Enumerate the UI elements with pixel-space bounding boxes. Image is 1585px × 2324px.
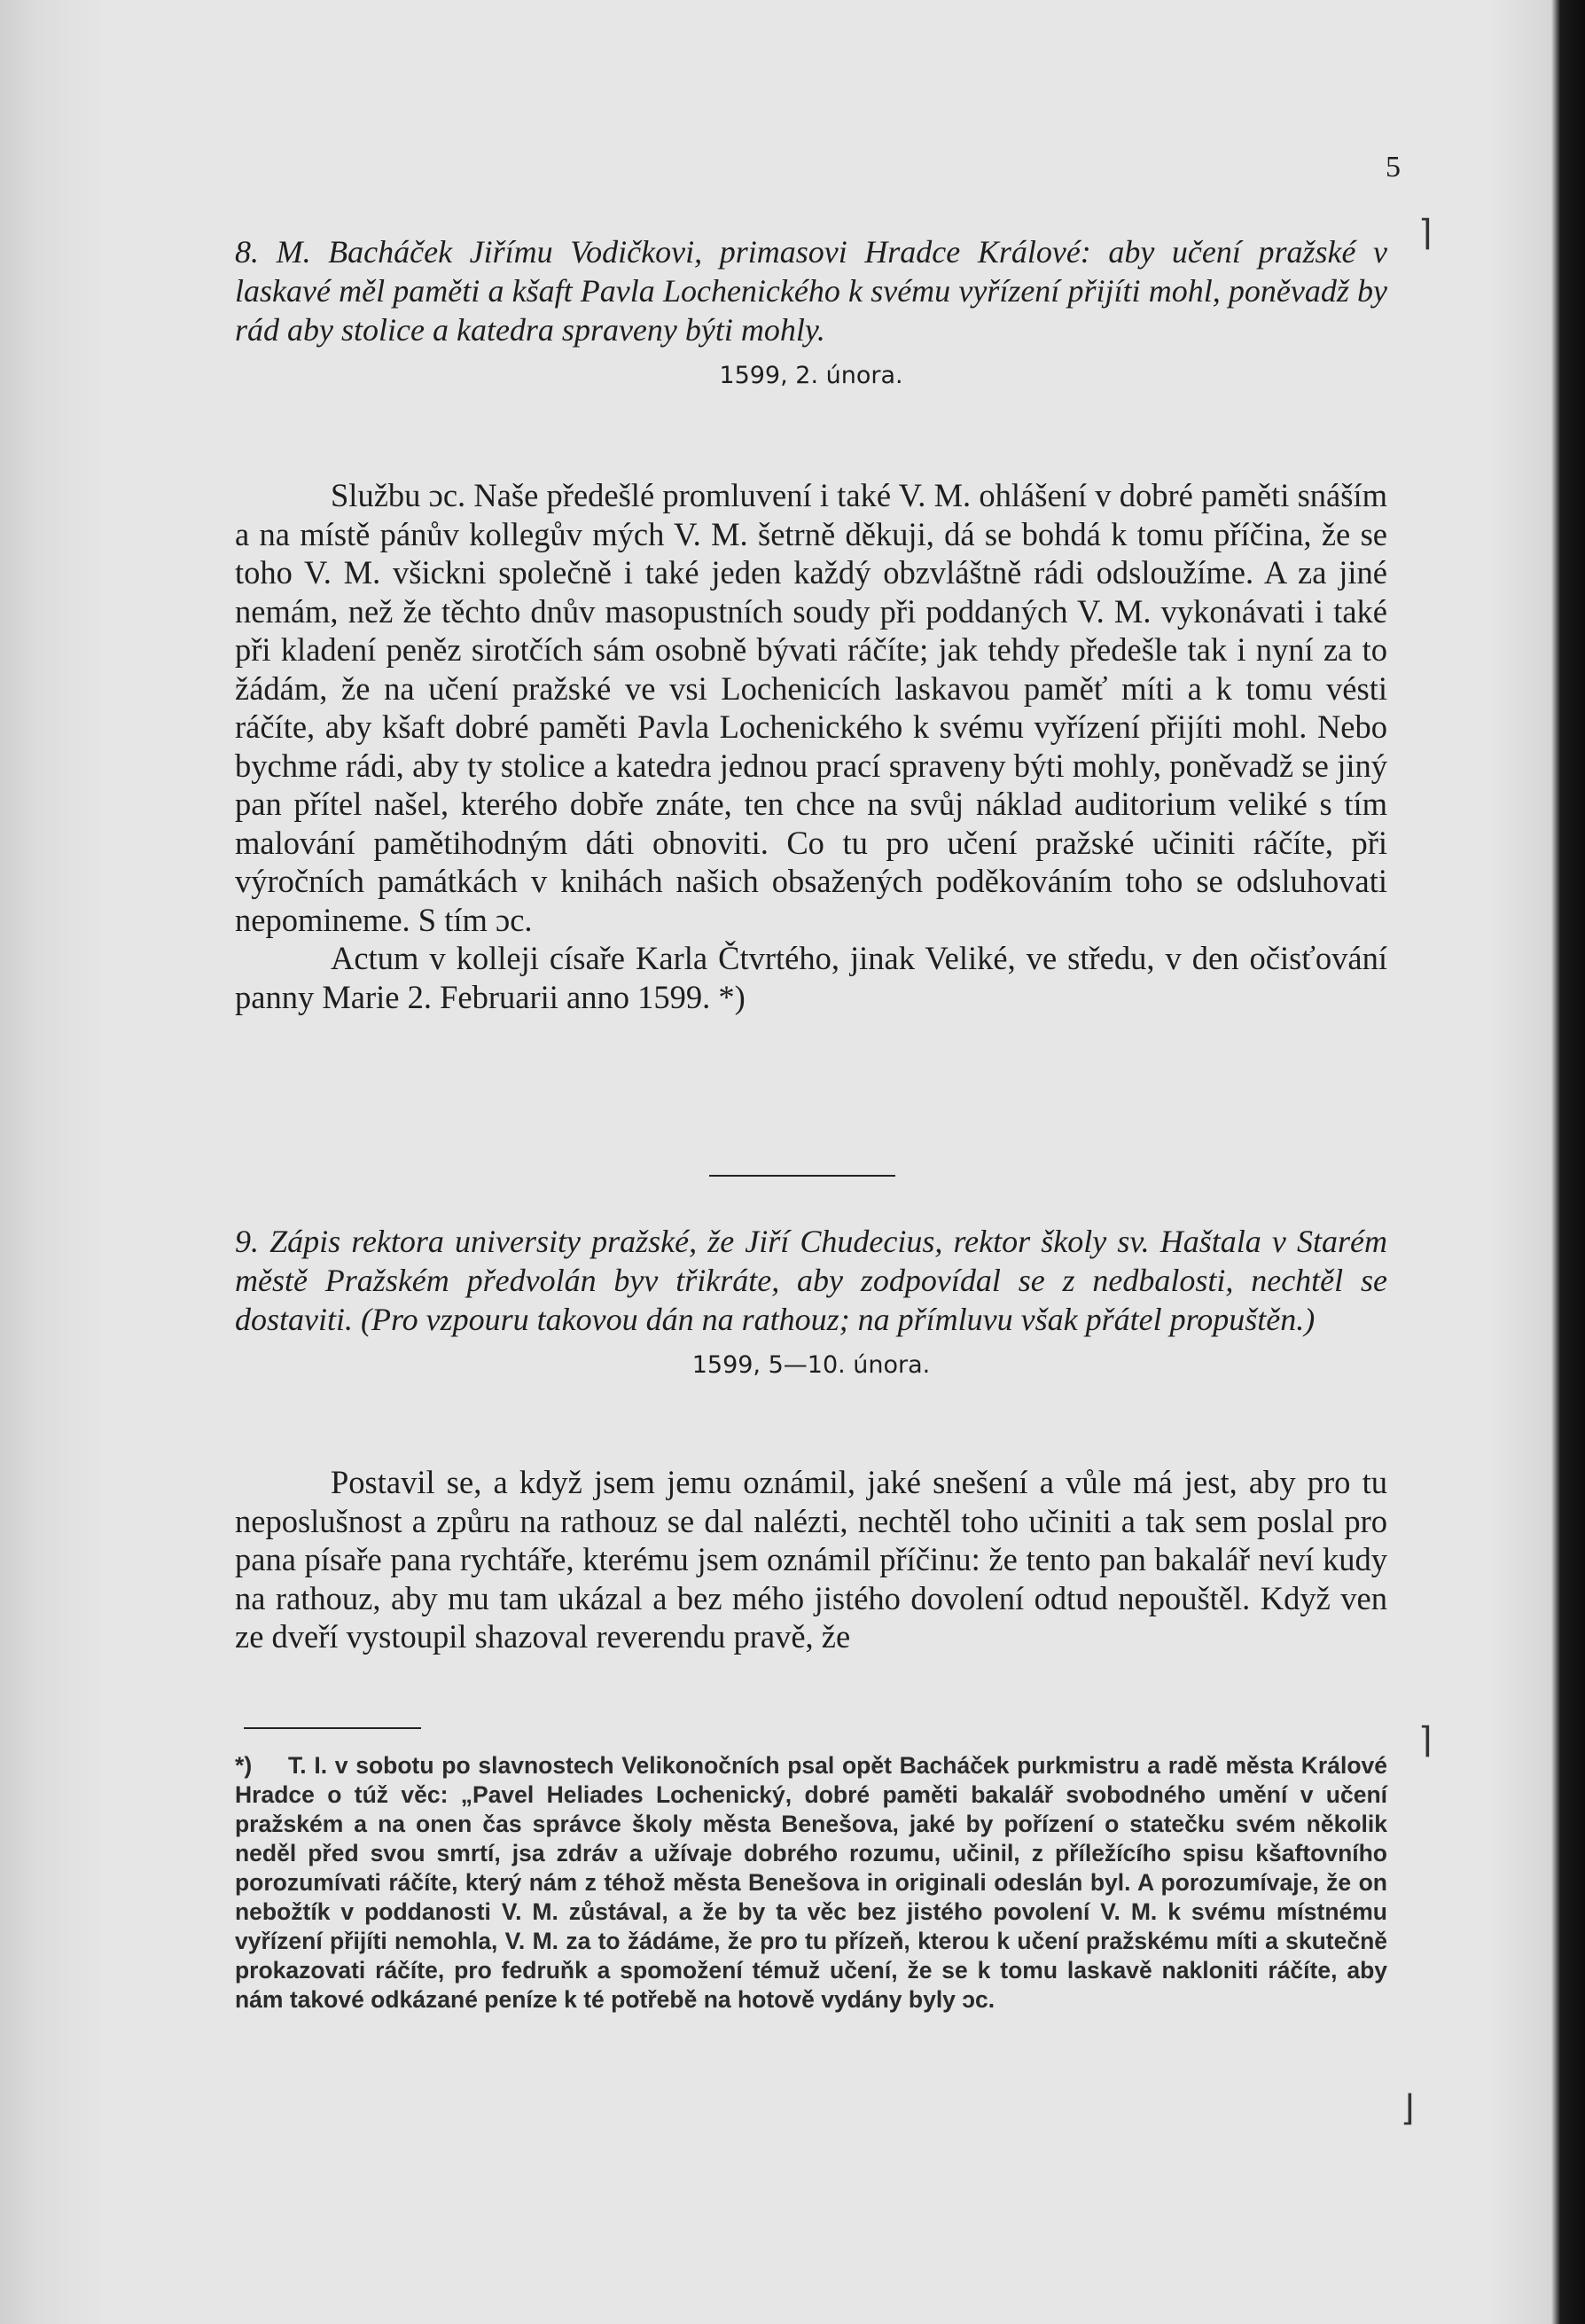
entry-9-paragraph-1-text: Postavil se, a když jsem jemu oznámil, jaké snešení a vůle má jest, aby pro tu neposlušnost a způru na rathouz se dal nalézti, nechtěl toho učiniti a tak sem poslal pro pana písaře pana rychtáře, kterému jsem oznámil příčinu: že tento pan bakalář neví kudy na rathouz, aby mu tam ukázal a bez mého jistého dovolení odtud nepouštěl. Když ven ze dveří vystoupil shazoval reverendu pravě, že bbox=[235, 1464, 1387, 1655]
entry-8-paragraph-2 bbox=[235, 939, 1387, 1016]
footnote bbox=[235, 1751, 1387, 2015]
entry-8 bbox=[235, 232, 1387, 389]
section-divider bbox=[709, 1175, 895, 1177]
bracket-mark-bottom: ⌋ bbox=[1401, 2088, 1415, 2129]
bracket-mark-footnote-top: ⌉ bbox=[1418, 1720, 1433, 1761]
entry-9 bbox=[235, 1222, 1387, 1379]
entry-8-title: 8. M. Bacháček Jiřímu Vodičkovi, primasovi Hradce Králové: aby učení pražské v laskavé měl paměti a kšaft Pavla Lochenického k svému vyřízení přijíti mohl, poněvadž by rád aby stolice a katedra spraveny býti mohly. bbox=[235, 234, 1387, 348]
entry-8-date: 1599, 2. února. bbox=[719, 362, 903, 389]
entry-8-paragraph-1-text: Službu ɔc. Naše předešlé promluvení i také V. M. ohlášení v dobré paměti snáším a na místě pánův kollegův mých V. M. šetrně děkuji, dá se bohdá k tomu příčina, že se toho V. M. všickni společně i také jeden každý obzvláštně rádi odsloužíme. A za jiné nemám, než že těchto dnův masopustních soudy při poddaných V. M. vykonávati i také při kladení peněz sirotčích sám osobně bývati ráčíte; jak tehdy předešle tak i nyní za to žádám, že na učení pražské ve vsi Lochenicích laskavou paměť míti a k tomu vésti ráčíte, aby kšaft dobré paměti Pavla Lochenického k svému vyřízení přijíti mohl. Nebo bychme rádi, aby ty stolice a katedra jednou prací spraveny býti mohly, poněvadž se jiný pan přítel našel, kterého dobře znáte, ten chce na svůj náklad auditorium veliké s tím malování pamětihodným dáti obnoviti. Co tu pro učení pražské učiniti ráčíte, při výročních památkách v knihách našich obsažených poděkováním toho se odsluhovati nepomineme. S tím ɔc. bbox=[235, 477, 1387, 938]
entry-9-paragraph-1 bbox=[235, 1463, 1387, 1656]
entry-9-body bbox=[235, 1463, 1387, 1656]
entry-8-paragraph-2-text: Actum v kolleji císaře Karla Čtvrtého, jinak Veliké, ve středu, v den očisťování panny Marie 2. Februarii anno 1599. *) bbox=[235, 940, 1387, 1015]
bracket-mark-top: ⌉ bbox=[1418, 213, 1433, 254]
footnote-divider bbox=[244, 1727, 421, 1729]
entry-8-body bbox=[235, 476, 1387, 1016]
entry-9-date: 1599, 5—10. února. bbox=[691, 1351, 931, 1379]
entry-9-title: 9. Zápis rektora university pražské, že Jiří Chudecius, rektor školy sv. Haštala v Starém městě Pražském předvolán byv třikráte, aby zodpovídal se z nedbalosti, nechtěl se dostaviti. (Pro vzpouru takovou dán na rathouz; na přímluvu však přátel propuštěn.) bbox=[235, 1224, 1387, 1337]
page-number: 5 bbox=[1386, 151, 1401, 184]
entry-8-paragraph-1 bbox=[235, 476, 1387, 939]
footnote-mark: *) bbox=[235, 1752, 253, 1779]
footnote-text: T. I. v sobotu po slavnostech Velikonočních psal opět Bacháček purkmistru a radě města Králové Hradce o túž věc: „Pavel Heliades Lochenický, dobré paměti bakalář svobodného umění v učení pražském a na onen čas správce školy města Benešova, jaké by pořízení o statečku svém několik neděl před svou smrtí, jsa zdráv a užívaje dobrého rozumu, učinil, z příležícího spisu kšaftovního porozumívati ráčíte, který nám z téhož města Benešova in originali odeslán byl. A porozumívaje, že on nebožtík v poddanosti V. M. zůstával, a že by ta věc bez jistého povolení V. M. k svému místnému vyřízení přijíti nemohla, V. M. za to žádáme, že pro tu přízeň, kterou k učení pražskému míti a skutečně prokazovati ráčíte, pro fedruňk a spomožení témuž učení, že se k tomu laskavě nakloniti ráčíte, aby nám takové odkázané peníze k té potřebě na hotově vydány byly ɔc. bbox=[235, 1752, 1387, 2013]
